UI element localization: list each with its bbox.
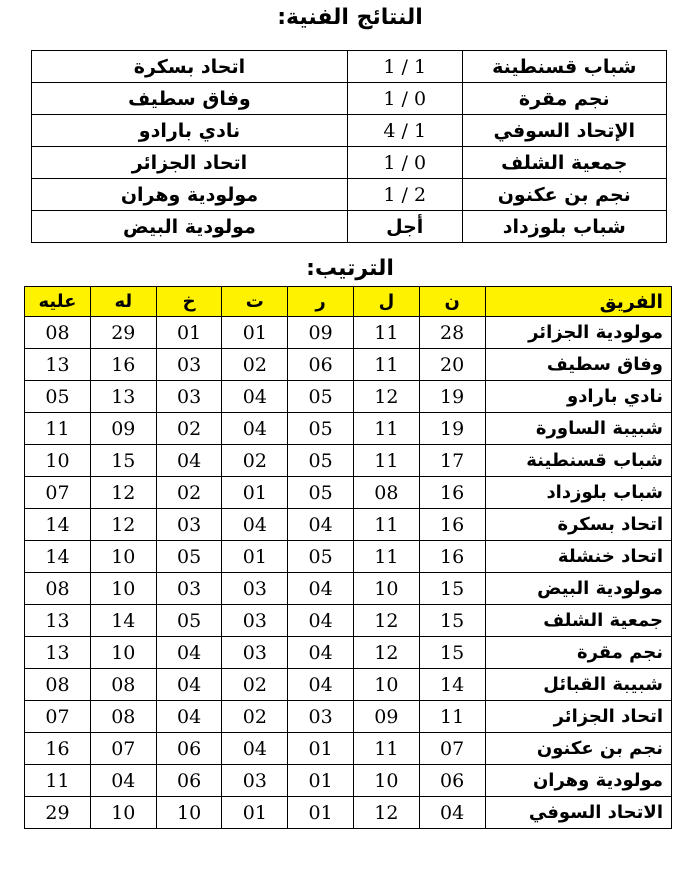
standings-points: 20 <box>419 349 485 381</box>
standings-drawn: 04 <box>222 413 288 445</box>
standings-drawn: 01 <box>222 797 288 829</box>
standings-goals-for: 29 <box>90 317 156 349</box>
standings-team-name: مولودية البيض <box>485 573 671 605</box>
standings-lost: 04 <box>156 637 222 669</box>
standings-won: 05 <box>288 445 354 477</box>
standings-drawn: 03 <box>222 605 288 637</box>
standings-row <box>25 541 672 573</box>
standings-row <box>25 733 672 765</box>
standings-drawn: 04 <box>222 381 288 413</box>
standings-team-name: اتحاد بسكرة <box>485 509 671 541</box>
standings-goals-against: 13 <box>25 637 91 669</box>
standings-row <box>25 605 672 637</box>
standings-goals-against: 08 <box>25 317 91 349</box>
standings-played: 11 <box>354 445 420 477</box>
standings-lost: 03 <box>156 381 222 413</box>
standings-lost: 06 <box>156 765 222 797</box>
standings-goals-for: 10 <box>90 541 156 573</box>
standings-row <box>25 573 672 605</box>
standings-points: 15 <box>419 605 485 637</box>
standings-row <box>25 765 672 797</box>
standings-lost: 04 <box>156 445 222 477</box>
standings-drawn: 01 <box>222 317 288 349</box>
standings-goals-for: 15 <box>90 445 156 477</box>
standings-team-name: اتحاد الجزائر <box>485 701 671 733</box>
standings-won: 06 <box>288 349 354 381</box>
standings-played: 11 <box>354 509 420 541</box>
standings-goals-for: 04 <box>90 765 156 797</box>
standings-goals-against: 10 <box>25 445 91 477</box>
standings-played: 12 <box>354 605 420 637</box>
result-away-team: نادي بارادو <box>32 115 348 147</box>
standings-drawn: 02 <box>222 349 288 381</box>
result-row <box>32 51 667 83</box>
standings-row <box>25 669 672 701</box>
standings-row <box>25 509 672 541</box>
standings-goals-against: 29 <box>25 797 91 829</box>
standings-points: 28 <box>419 317 485 349</box>
result-score: أجل <box>347 211 462 243</box>
standings-lost: 04 <box>156 701 222 733</box>
standings-team-name: شباب بلوزداد <box>485 477 671 509</box>
standings-goals-against: 14 <box>25 509 91 541</box>
standings-won: 01 <box>288 797 354 829</box>
standings-team-name: مولودية الجزائر <box>485 317 671 349</box>
standings-points: 15 <box>419 573 485 605</box>
standings-row <box>25 637 672 669</box>
result-home-team: شباب بلوزداد <box>462 211 666 243</box>
standings-goals-against: 16 <box>25 733 91 765</box>
standings-won: 04 <box>288 605 354 637</box>
standings-drawn: 02 <box>222 669 288 701</box>
result-away-team: وفاق سطيف <box>32 83 348 115</box>
standings-points: 19 <box>419 381 485 413</box>
header-goals-for: له <box>90 287 156 317</box>
standings-goals-against: 13 <box>25 349 91 381</box>
result-score: 1 / 2 <box>347 179 462 211</box>
standings-goals-against: 07 <box>25 477 91 509</box>
standings-team-name: شبيبة القبائل <box>485 669 671 701</box>
standings-played: 11 <box>354 733 420 765</box>
standings-won: 05 <box>288 381 354 413</box>
standings-goals-for: 08 <box>90 701 156 733</box>
standings-points: 11 <box>419 701 485 733</box>
header-lost: خ <box>156 287 222 317</box>
standings-points: 16 <box>419 541 485 573</box>
result-home-team: شباب قسنطينة <box>462 51 666 83</box>
standings-goals-against: 11 <box>25 413 91 445</box>
standings-points: 15 <box>419 637 485 669</box>
standings-played: 11 <box>354 317 420 349</box>
header-team: الفريق <box>485 287 671 317</box>
standings-drawn: 04 <box>222 733 288 765</box>
standings-played: 08 <box>354 477 420 509</box>
standings-played: 12 <box>354 381 420 413</box>
result-row <box>32 147 667 179</box>
standings-row <box>25 477 672 509</box>
standings-won: 04 <box>288 669 354 701</box>
standings-drawn: 04 <box>222 509 288 541</box>
result-home-team: نجم مقرة <box>462 83 666 115</box>
standings-team-name: شباب قسنطينة <box>485 445 671 477</box>
standings-row <box>25 349 672 381</box>
standings-won: 09 <box>288 317 354 349</box>
standings-played: 10 <box>354 573 420 605</box>
standings-points: 16 <box>419 509 485 541</box>
standings-goals-for: 12 <box>90 509 156 541</box>
standings-lost: 05 <box>156 605 222 637</box>
standings-lost: 10 <box>156 797 222 829</box>
results-table <box>31 50 667 243</box>
result-score: 1 / 0 <box>347 83 462 115</box>
standings-goals-for: 08 <box>90 669 156 701</box>
standings-goals-for: 13 <box>90 381 156 413</box>
standings-goals-against: 11 <box>25 765 91 797</box>
header-drawn: ت <box>222 287 288 317</box>
standings-goals-for: 14 <box>90 605 156 637</box>
result-home-team: نجم بن عكنون <box>462 179 666 211</box>
standings-won: 04 <box>288 573 354 605</box>
standings-drawn: 02 <box>222 445 288 477</box>
standings-goals-against: 08 <box>25 669 91 701</box>
standings-goals-for: 16 <box>90 349 156 381</box>
standings-goals-against: 07 <box>25 701 91 733</box>
standings-goals-for: 10 <box>90 637 156 669</box>
standings-goals-for: 07 <box>90 733 156 765</box>
standings-lost: 03 <box>156 509 222 541</box>
standings-drawn: 03 <box>222 573 288 605</box>
standings-points: 19 <box>419 413 485 445</box>
standings-won: 01 <box>288 765 354 797</box>
standings-row <box>25 797 672 829</box>
standings-drawn: 01 <box>222 541 288 573</box>
standings-lost: 04 <box>156 669 222 701</box>
standings-row <box>25 317 672 349</box>
standings-team-name: نجم بن عكنون <box>485 733 671 765</box>
standings-goals-against: 08 <box>25 573 91 605</box>
standings-played: 10 <box>354 765 420 797</box>
standings-played: 11 <box>354 413 420 445</box>
standings-header-row <box>25 287 672 317</box>
standings-points: 17 <box>419 445 485 477</box>
standings-played: 10 <box>354 669 420 701</box>
standings-won: 01 <box>288 733 354 765</box>
standings-points: 07 <box>419 733 485 765</box>
standings-played: 09 <box>354 701 420 733</box>
standings-goals-for: 09 <box>90 413 156 445</box>
standings-lost: 01 <box>156 317 222 349</box>
results-title: النتائج الفنية: <box>277 5 423 30</box>
standings-drawn: 01 <box>222 477 288 509</box>
standings-played: 11 <box>354 349 420 381</box>
standings-team-name: نادي بارادو <box>485 381 671 413</box>
standings-played: 11 <box>354 541 420 573</box>
standings-points: 14 <box>419 669 485 701</box>
standings-team-name: الاتحاد السوفي <box>485 797 671 829</box>
standings-won: 05 <box>288 541 354 573</box>
standings-row <box>25 413 672 445</box>
header-played: ل <box>354 287 420 317</box>
standings-goals-against: 13 <box>25 605 91 637</box>
standings-won: 04 <box>288 637 354 669</box>
standings-team-name: شبيبة الساورة <box>485 413 671 445</box>
standings-lost: 03 <box>156 349 222 381</box>
result-row <box>32 211 667 243</box>
result-score: 1 / 0 <box>347 147 462 179</box>
result-away-team: مولودية البيض <box>32 211 348 243</box>
standings-title: الترتيب: <box>306 256 394 281</box>
header-won: ر <box>288 287 354 317</box>
standings-goals-against: 05 <box>25 381 91 413</box>
standings-goals-against: 14 <box>25 541 91 573</box>
standings-row <box>25 381 672 413</box>
standings-won: 04 <box>288 509 354 541</box>
standings-team-name: مولودية وهران <box>485 765 671 797</box>
result-home-team: الإتحاد السوفي <box>462 115 666 147</box>
standings-row <box>25 445 672 477</box>
result-row <box>32 115 667 147</box>
result-away-team: اتحاد بسكرة <box>32 51 348 83</box>
standings-row <box>25 701 672 733</box>
standings-drawn: 03 <box>222 765 288 797</box>
result-home-team: جمعية الشلف <box>462 147 666 179</box>
result-score: 4 / 1 <box>347 115 462 147</box>
result-away-team: اتحاد الجزائر <box>32 147 348 179</box>
standings-team-name: نجم مقرة <box>485 637 671 669</box>
standings-table <box>24 286 672 829</box>
standings-goals-for: 10 <box>90 797 156 829</box>
standings-played: 12 <box>354 637 420 669</box>
standings-team-name: جمعية الشلف <box>485 605 671 637</box>
header-points: ن <box>419 287 485 317</box>
result-away-team: مولودية وهران <box>32 179 348 211</box>
standings-team-name: اتحاد خنشلة <box>485 541 671 573</box>
standings-lost: 05 <box>156 541 222 573</box>
result-row <box>32 179 667 211</box>
standings-won: 05 <box>288 413 354 445</box>
standings-lost: 06 <box>156 733 222 765</box>
result-row <box>32 83 667 115</box>
header-goals-against: عليه <box>25 287 91 317</box>
standings-lost: 03 <box>156 573 222 605</box>
standings-won: 03 <box>288 701 354 733</box>
standings-points: 16 <box>419 477 485 509</box>
standings-points: 06 <box>419 765 485 797</box>
standings-drawn: 02 <box>222 701 288 733</box>
result-score: 1 / 1 <box>347 51 462 83</box>
standings-team-name: وفاق سطيف <box>485 349 671 381</box>
standings-played: 12 <box>354 797 420 829</box>
standings-goals-for: 12 <box>90 477 156 509</box>
standings-lost: 02 <box>156 413 222 445</box>
standings-won: 05 <box>288 477 354 509</box>
standings-goals-for: 10 <box>90 573 156 605</box>
standings-lost: 02 <box>156 477 222 509</box>
standings-drawn: 03 <box>222 637 288 669</box>
standings-points: 04 <box>419 797 485 829</box>
